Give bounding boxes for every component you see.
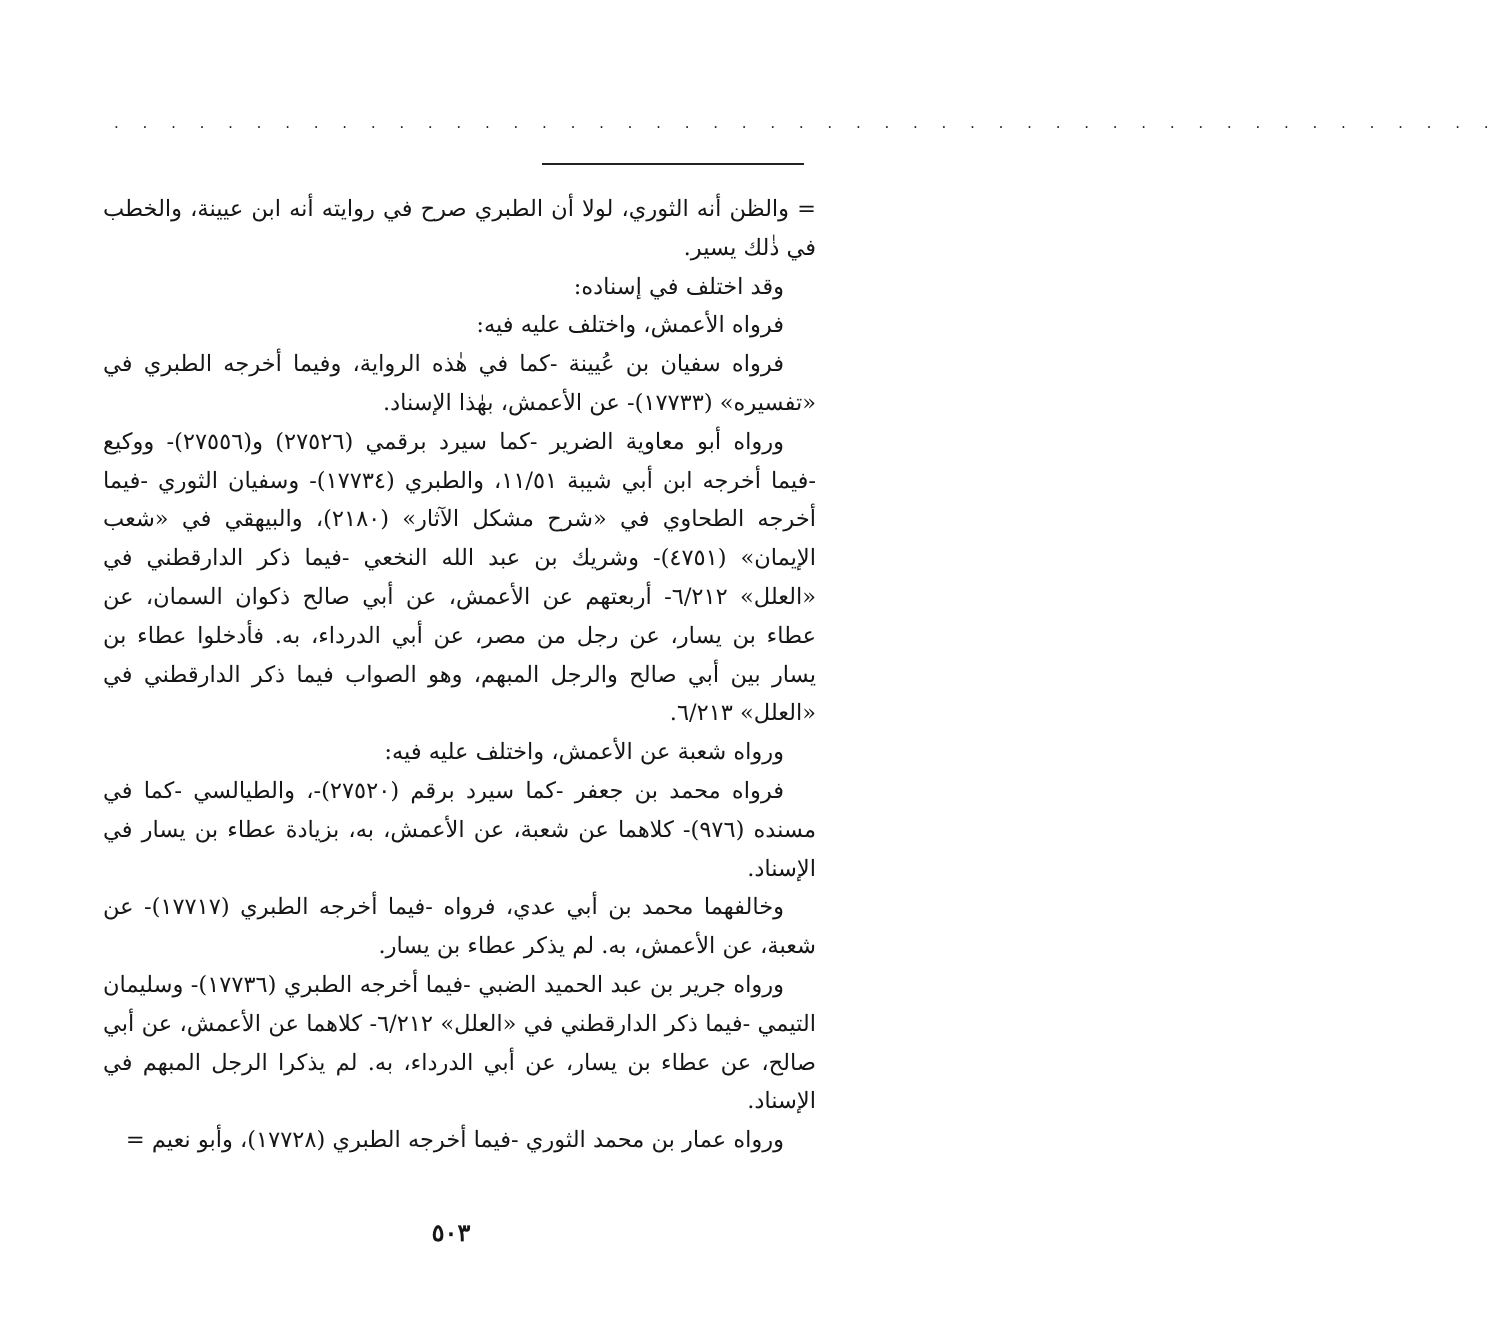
paragraph-5: ورواه أبو معاوية الضرير -كما سيرد برقمي (٢٧٥٢٦) و(٢٧٥٥٦)- ووكيع -فيما أخرجه ابن أبي شيبة ١١/٥١، والطبري (١٧٧٣٤)- وسفيان الثوري -فيما أخرجه الطحاوي في «شرح مشكل الآثار» (٢١٨٠)، والبيهقي في «شعب الإيمان» (٤٧٥١)- وشريك بن عبد الله النخعي -فيما ذكر الدارقطني في «العلل» ٦/٢١٢- أربعتهم عن الأعمش، عن أبي صالح ذكوان السمان، عن عطاء بن يسار، عن رجل من مصر، عن أبي الدرداء، به. فأدخلوا عطاء بن يسار بين أبي صالح والرجل المبهم، وهو الصواب فيما ذكر الدارقطني في «العلل» ٦/٢١٣. [103, 428, 816, 727]
paragraph-8: وخالفهما محمد بن أبي عدي، فرواه -فيما أخرجه الطبري (١٧٧١٧)- عن شعبة، عن الأعمش، به. لم يذكر عطاء بن يسار. [103, 894, 816, 960]
paragraph-4: فرواه سفيان بن عُيينة -كما في هٰذه الرواية، وفيما أخرجه الطبري في «تفسيره» (١٧٧٣٣)- عن الأعمش، بهٰذا الإسناد. [103, 351, 816, 416]
footnote-text [103, 190, 816, 1160]
paragraph-1: = والظن أنه الثوري، لولا أن الطبري صرح في روايته أنه ابن عيينة، والخطب في ذٰلك يسير. [103, 196, 816, 261]
separator-dots: . . . . . . . . . . . . . . . . . . . . . . . . . . . . . . . . . . . . . . . . . . . . . . . . . [114, 114, 1498, 132]
footnote-rule [542, 163, 804, 165]
paragraph-3: فرواه الأعمش، واختلف عليه فيه: [476, 312, 784, 339]
paragraph-2: وقد اختلف في إسناده: [573, 273, 784, 300]
paragraph-6: ورواه شعبة عن الأعمش، واختلف عليه فيه: [384, 739, 784, 766]
page-number: ٥٠٣ [431, 1218, 471, 1247]
paragraph-10: ورواه عمار بن محمد الثوري -فيما أخرجه الطبري (١٧٧٢٨)، وأبو نعيم = [125, 1127, 784, 1154]
paragraph-9: ورواه جرير بن عبد الحميد الضبي -فيما أخرجه الطبري (١٧٧٣٦)- وسليمان التيمي -فيما ذكر الدارقطني في «العلل» ٦/٢١٢- كلاهما عن الأعمش، عن أبي صالح، عن عطاء بن يسار، عن أبي الدرداء، به. لم يذكرا الرجل المبهم في الإسناد. [103, 971, 816, 1115]
paragraph-7: فرواه محمد بن جعفر -كما سيرد برقم (٢٧٥٢٠)-، والطيالسي -كما في مسنده (٩٧٦)- كلاهما عن شعبة، عن الأعمش، به، بزيادة عطاء بن يسار في الإسناد. [103, 777, 816, 882]
